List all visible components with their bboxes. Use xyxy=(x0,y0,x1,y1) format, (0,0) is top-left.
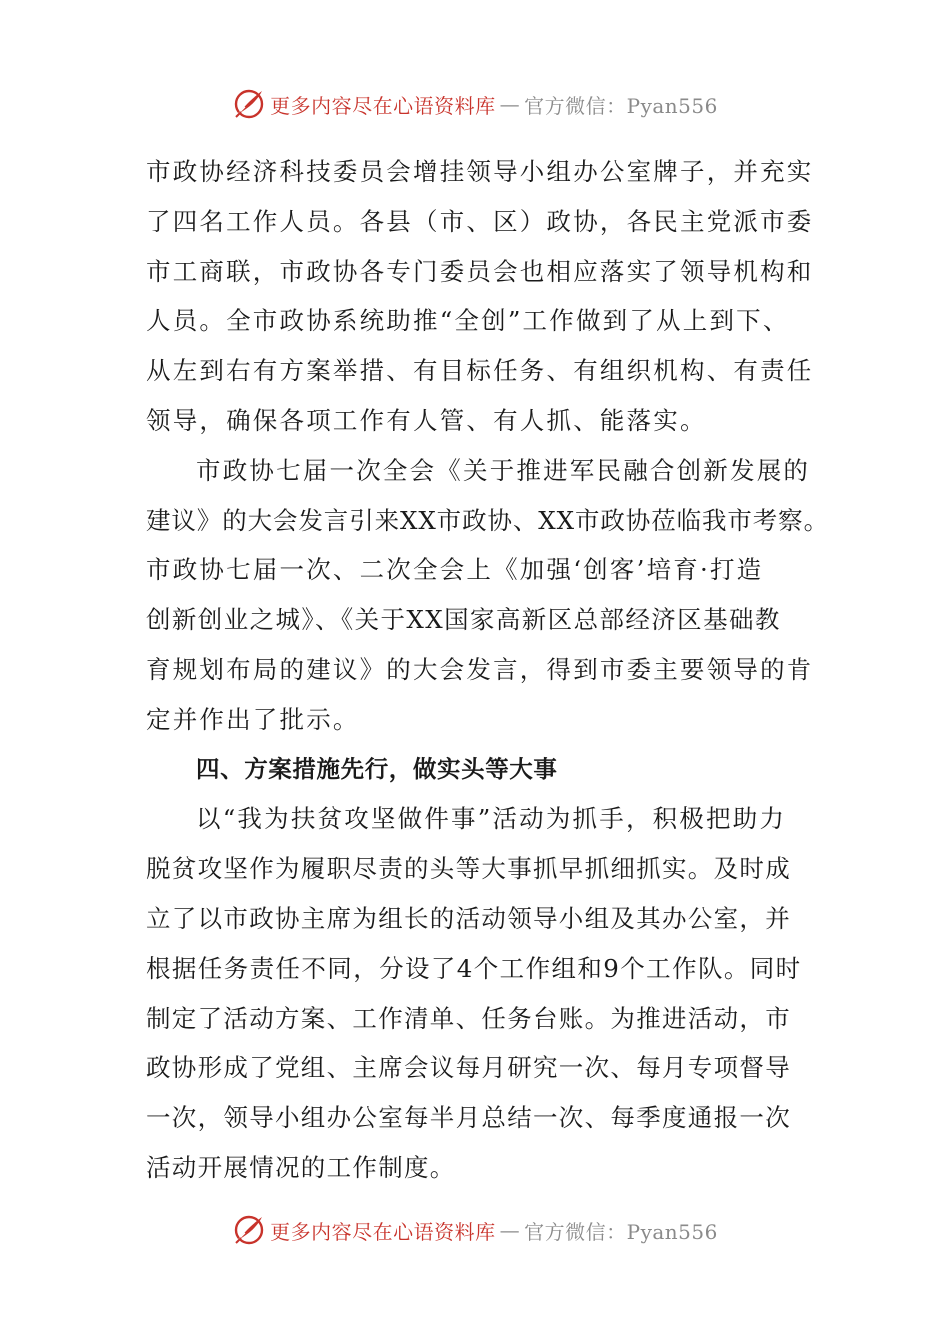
banner-wechat-text: 官方微信：Pyan556 xyxy=(524,93,718,118)
body-line: 从左到右有方案举措、有目标任务、有组织机构、有责任 xyxy=(146,356,814,386)
body-line: 活动开展情况的工作制度。 xyxy=(146,1152,456,1182)
banner-library-text: 更多内容尽在心语资料库 xyxy=(270,1219,496,1244)
quill-logo-icon xyxy=(232,87,266,121)
paragraph-start-line: 市政协七届一次全会《关于推进军民融合创新发展的 xyxy=(196,455,811,485)
banner-library-text: 更多内容尽在心语资料库 xyxy=(270,93,496,118)
body-line: 市政协经济科技委员会增挂领导小组办公室牌子，并充实 xyxy=(146,157,814,186)
body-line: 一次，领导小组办公室每半月总结一次、每季度通报一次 xyxy=(146,1103,791,1133)
body-line: 制定了活动方案、工作清单、任务台账。为推进活动，市 xyxy=(146,1003,791,1033)
banner-wechat-text: 官方微信：Pyan556 xyxy=(524,1219,718,1244)
body-line: 立了以市政协主席为组长的活动领导小组及其办公室，并 xyxy=(146,903,791,933)
banner-dash: — xyxy=(499,1218,521,1242)
body-line: 了四名工作人员。各县（市、区）政协，各民主党派市委 xyxy=(146,206,814,236)
body-line: 人员。全市政协系统助推“全创”工作做到了从上到下、 xyxy=(146,306,790,336)
body-line: 育规划布局的建议》的大会发言，得到市委主要领导的肯 xyxy=(146,654,814,684)
body-line: 领导，确保各项工作有人管、有人抓、能落实。 xyxy=(146,405,707,435)
body-line: 建议》的大会发言引来XX市政协、XX市政协莅临我市考察。 xyxy=(146,505,829,535)
header-watermark-banner xyxy=(0,84,950,124)
body-line: 定并作出了批示。 xyxy=(146,704,360,734)
paragraph-start-line: 以“我为扶贫攻坚做件事”活动为抓手，积极把助力 xyxy=(196,804,787,834)
document-body xyxy=(146,147,829,1193)
body-line: 脱贫攻坚作为履职尽责的头等大事抓早抓细抓实。及时成 xyxy=(146,854,791,884)
quill-logo-icon xyxy=(232,1213,266,1247)
footer-watermark-banner xyxy=(0,1210,950,1250)
body-line: 根据任务责任不同，分设了4个工作组和9个工作队。同时 xyxy=(146,953,802,983)
body-line: 政协形成了党组、主席会议每月研究一次、每月专项督导 xyxy=(146,1053,791,1083)
body-line: 市政协七届一次、二次全会上《加强‘创客’培育·打造 xyxy=(146,555,764,585)
body-line: 创新创业之城》、《关于XX国家高新区总部经济区基础教 xyxy=(146,605,781,635)
banner-dash: — xyxy=(499,92,521,116)
body-line: 市工商联，市政协各专门委员会也相应落实了领导机构和 xyxy=(146,256,814,286)
section-heading: 四、方案措施先行，做实头等大事 xyxy=(196,754,558,783)
